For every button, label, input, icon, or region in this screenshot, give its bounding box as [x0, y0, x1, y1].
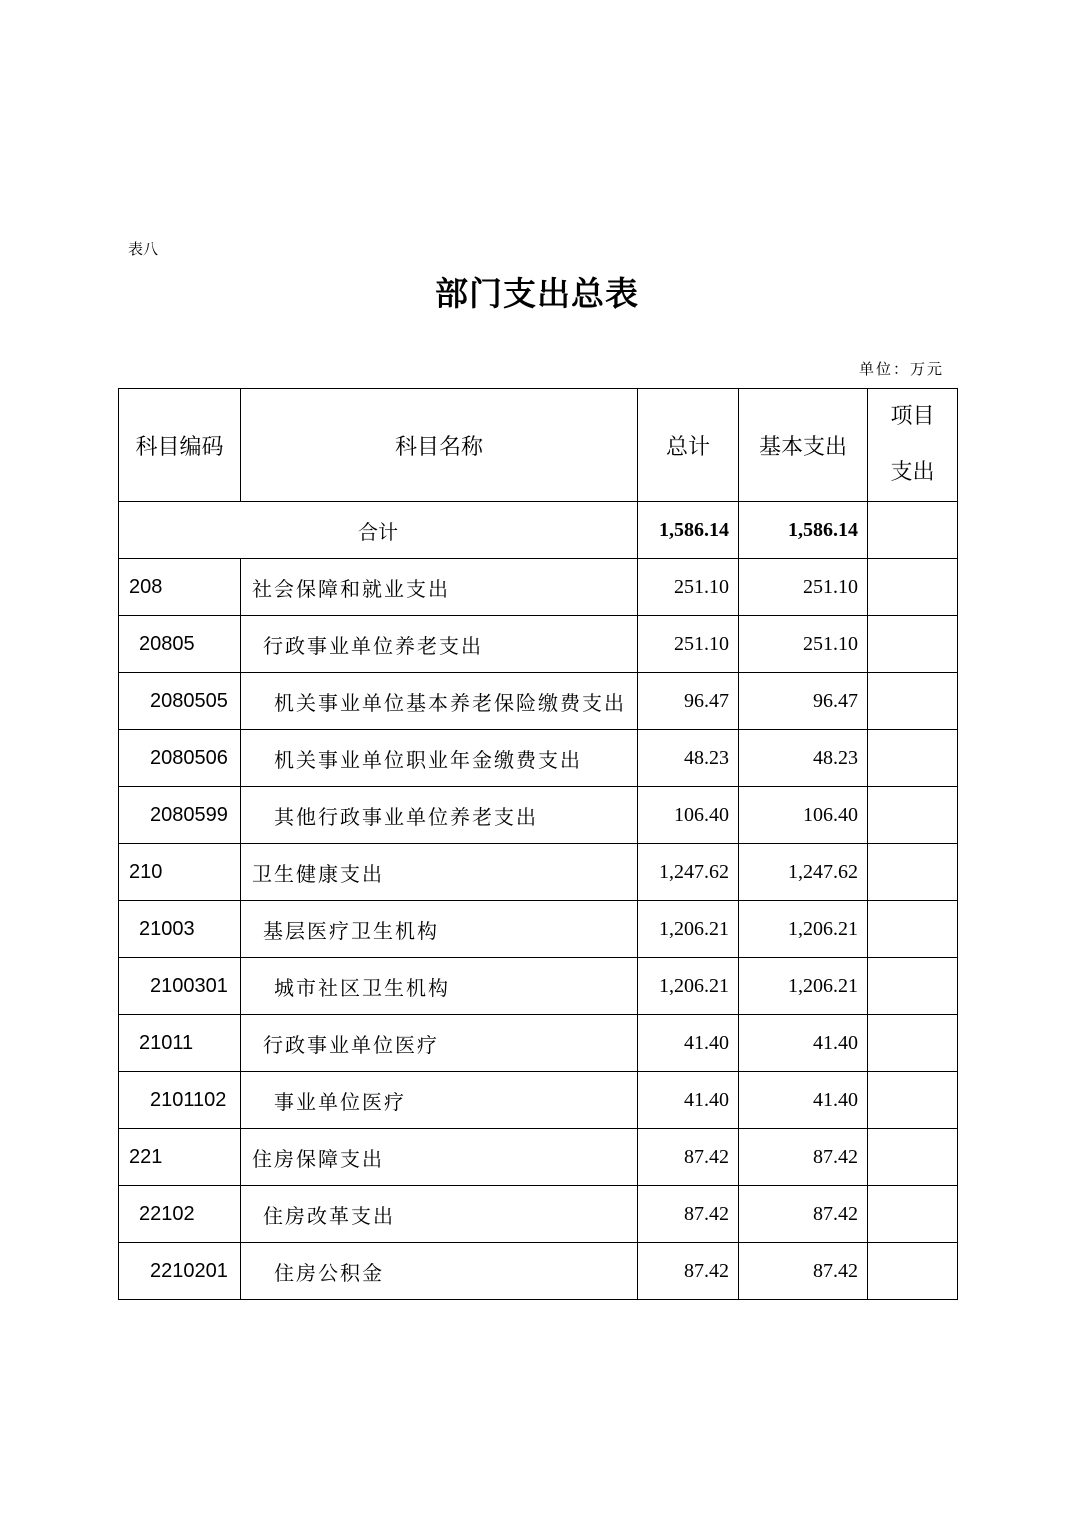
page-title: 部门支出总表 [435, 274, 639, 313]
row-basic: 96.47 [739, 673, 868, 730]
table-row [119, 1243, 958, 1300]
column-header-basic: 基本支出 [739, 389, 868, 502]
row-name: 事业单位医疗 [241, 1072, 638, 1129]
row-basic: 87.42 [739, 1243, 868, 1300]
row-project [868, 1072, 958, 1129]
row-name: 机关事业单位基本养老保险缴费支出 [241, 673, 638, 730]
row-basic: 251.10 [739, 559, 868, 616]
row-project [868, 901, 958, 958]
table-row [119, 901, 958, 958]
row-total: 106.40 [638, 787, 739, 844]
row-name: 行政事业单位养老支出 [241, 616, 638, 673]
row-basic: 87.42 [739, 1129, 868, 1186]
total-label: 合计 [119, 502, 638, 559]
row-code: 20805 [119, 616, 241, 673]
table-row [119, 730, 958, 787]
row-total: 48.23 [638, 730, 739, 787]
table-row [119, 616, 958, 673]
row-total: 1,206.21 [638, 901, 739, 958]
row-project [868, 559, 958, 616]
row-code: 21003 [119, 901, 241, 958]
row-code: 2210201 [119, 1243, 241, 1300]
row-name: 基层医疗卫生机构 [241, 901, 638, 958]
row-total: 251.10 [638, 616, 739, 673]
total-project [868, 502, 958, 559]
row-name: 住房保障支出 [241, 1129, 638, 1186]
row-project [868, 958, 958, 1015]
total-basic: 1,586.14 [739, 502, 868, 559]
row-code: 208 [119, 559, 241, 616]
row-code: 210 [119, 844, 241, 901]
column-header-project-line2: 支出 [890, 460, 935, 485]
header-row [119, 389, 958, 502]
table-row [119, 844, 958, 901]
column-header-total: 总计 [638, 389, 739, 502]
row-code: 2101102 [119, 1072, 241, 1129]
row-name: 机关事业单位职业年金缴费支出 [241, 730, 638, 787]
row-basic: 41.40 [739, 1015, 868, 1072]
column-header-project-line1: 项目 [890, 404, 935, 429]
row-project [868, 1129, 958, 1186]
row-basic: 1,247.62 [739, 844, 868, 901]
row-code: 21011 [119, 1015, 241, 1072]
row-total: 251.10 [638, 559, 739, 616]
table-row [119, 1072, 958, 1129]
row-project [868, 1015, 958, 1072]
table-row [119, 787, 958, 844]
row-name: 社会保障和就业支出 [241, 559, 638, 616]
row-code: 2080505 [119, 673, 241, 730]
row-total: 87.42 [638, 1243, 739, 1300]
row-project [868, 1243, 958, 1300]
column-header-project [868, 389, 958, 502]
row-basic: 251.10 [739, 616, 868, 673]
row-basic: 1,206.21 [739, 901, 868, 958]
row-basic: 41.40 [739, 1072, 868, 1129]
table-label: 表八 [128, 240, 159, 258]
row-project [868, 1186, 958, 1243]
row-code: 2100301 [119, 958, 241, 1015]
row-total: 1,206.21 [638, 958, 739, 1015]
table-row [119, 559, 958, 616]
row-basic: 106.40 [739, 787, 868, 844]
total-total: 1,586.14 [638, 502, 739, 559]
table-row [119, 1186, 958, 1243]
row-project [868, 844, 958, 901]
row-total: 41.40 [638, 1015, 739, 1072]
row-basic: 87.42 [739, 1186, 868, 1243]
row-project [868, 730, 958, 787]
table-row [119, 673, 958, 730]
row-name: 住房改革支出 [241, 1186, 638, 1243]
row-project [868, 787, 958, 844]
row-total: 96.47 [638, 673, 739, 730]
row-code: 2080599 [119, 787, 241, 844]
row-total: 41.40 [638, 1072, 739, 1129]
row-code: 22102 [119, 1186, 241, 1243]
row-name: 城市社区卫生机构 [241, 958, 638, 1015]
total-row [119, 502, 958, 559]
row-code: 221 [119, 1129, 241, 1186]
column-header-name: 科目名称 [241, 389, 638, 502]
unit-label: 单位：万元 [858, 360, 944, 378]
row-name: 住房公积金 [241, 1243, 638, 1300]
expense-table [118, 388, 958, 1300]
row-total: 1,247.62 [638, 844, 739, 901]
row-basic: 1,206.21 [739, 958, 868, 1015]
row-total: 87.42 [638, 1129, 739, 1186]
row-project [868, 673, 958, 730]
table-row [119, 1015, 958, 1072]
column-header-code: 科目编码 [119, 389, 241, 502]
row-project [868, 616, 958, 673]
table-row [119, 958, 958, 1015]
row-name: 行政事业单位医疗 [241, 1015, 638, 1072]
row-name: 卫生健康支出 [241, 844, 638, 901]
row-code: 2080506 [119, 730, 241, 787]
table-row [119, 1129, 958, 1186]
row-name: 其他行政事业单位养老支出 [241, 787, 638, 844]
row-total: 87.42 [638, 1186, 739, 1243]
row-basic: 48.23 [739, 730, 868, 787]
